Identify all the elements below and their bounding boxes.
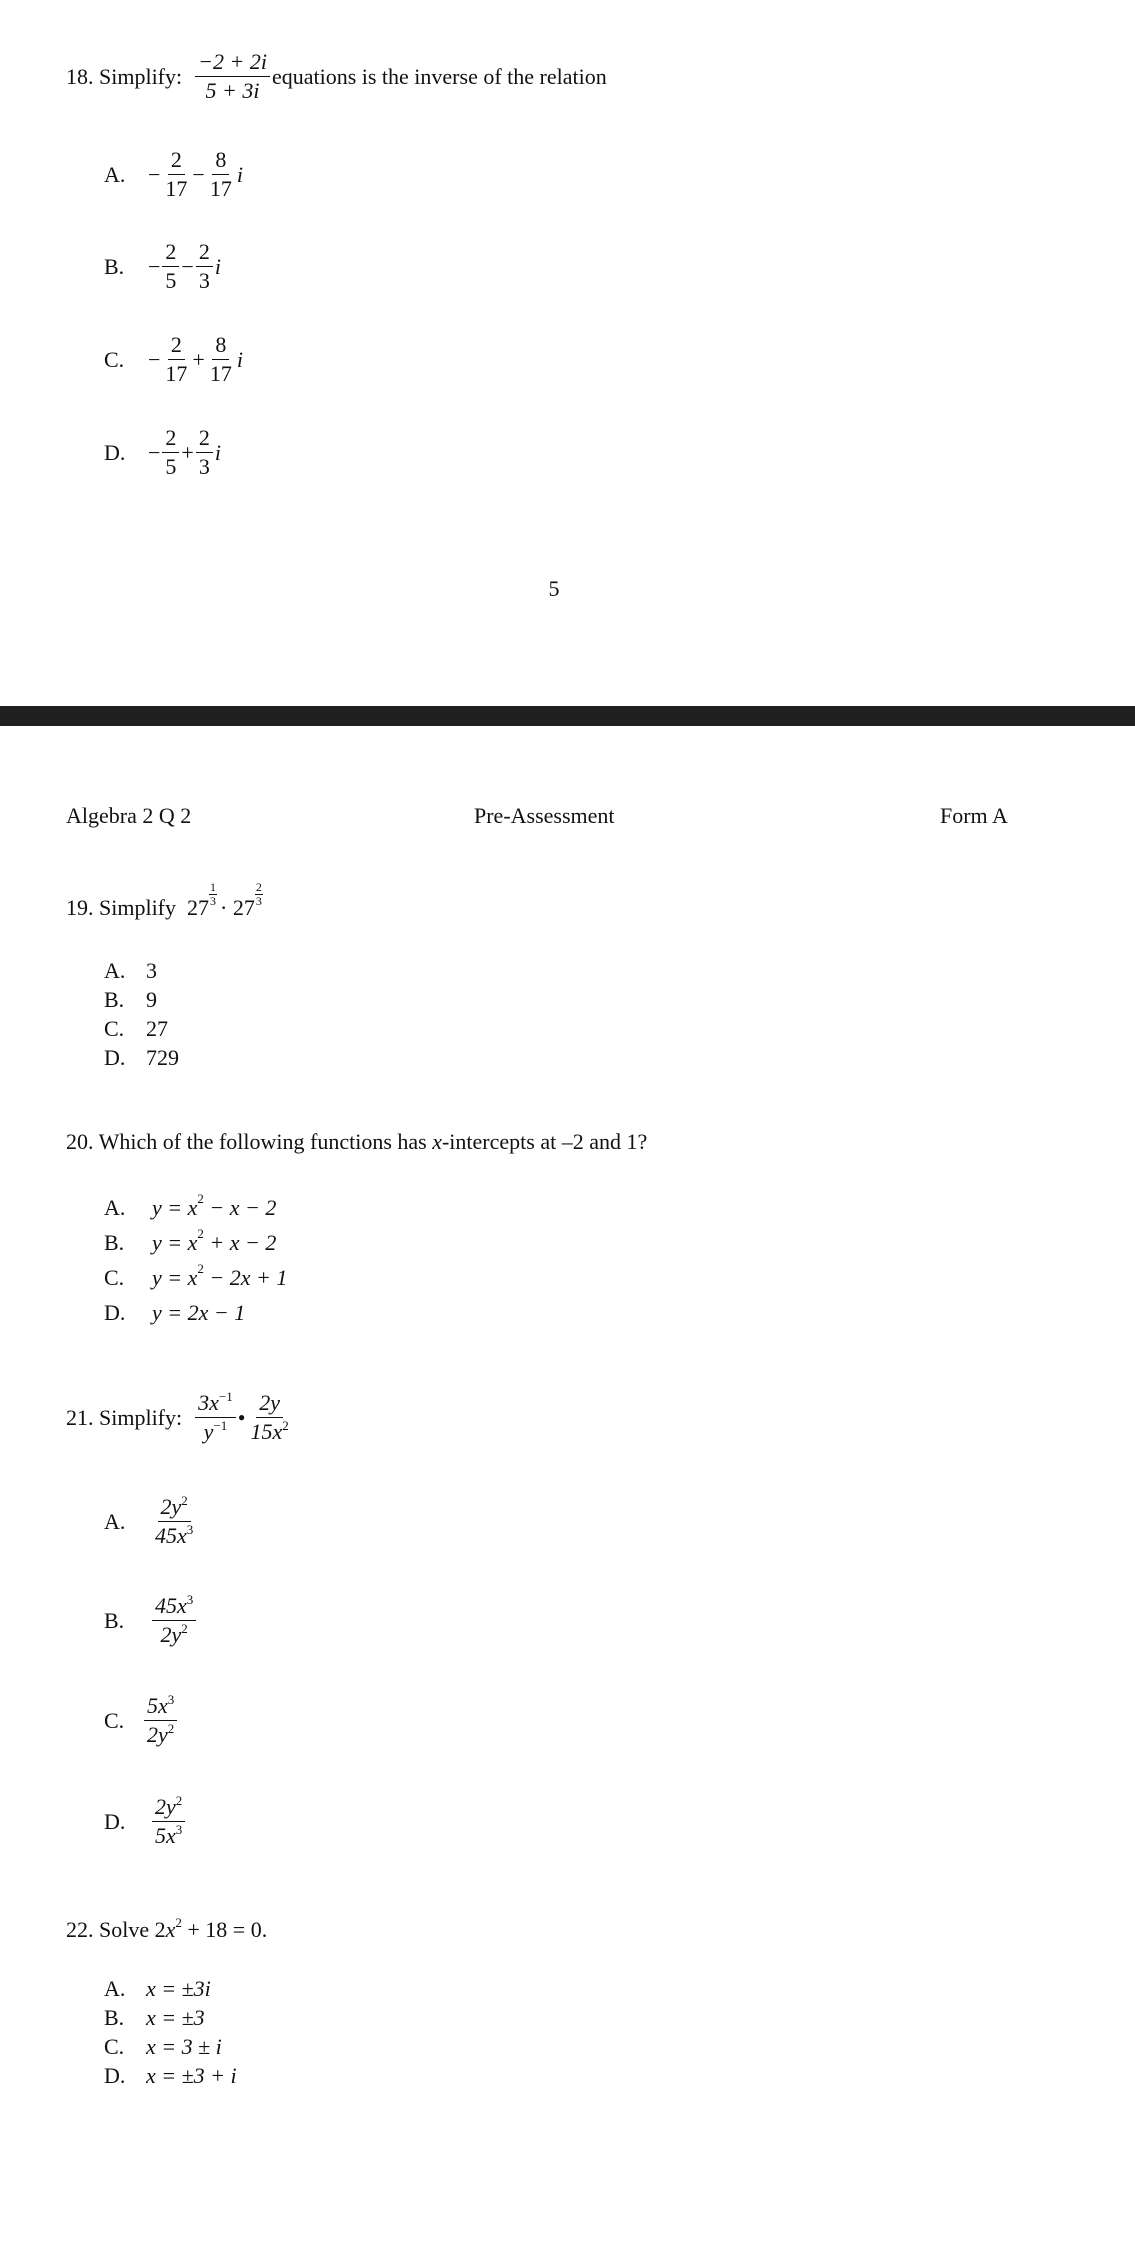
choice-letter: A. — [104, 1976, 126, 2001]
choice-20c[interactable] — [104, 1260, 287, 1295]
question-trail: equations is the inverse of the relation — [271, 63, 607, 89]
page-number: 5 — [548, 576, 560, 601]
multiply-dot: · — [220, 895, 228, 921]
numerator: 2 — [168, 333, 185, 360]
choice-letter: D. — [104, 439, 126, 465]
choice-19c[interactable] — [104, 1014, 179, 1043]
denominator — [201, 1418, 231, 1444]
choice-letter: C. — [104, 1707, 125, 1733]
choice-19a[interactable] — [104, 956, 179, 985]
fraction — [162, 240, 179, 293]
imaginary-unit: i — [236, 346, 243, 372]
choice-21a[interactable] — [104, 1495, 198, 1548]
denominator — [152, 1522, 196, 1548]
question-19-stem — [66, 880, 266, 921]
choice-text: x = 3 ± i — [146, 2034, 222, 2059]
question-22-stem — [66, 1917, 267, 1943]
choice-text: 9 — [146, 987, 157, 1012]
question-20-stem — [66, 1129, 647, 1155]
question-lead: Solve 2 — [99, 1917, 166, 1942]
exponent: 2 — [175, 1915, 182, 1930]
page-separator — [0, 706, 1135, 726]
choice-19b[interactable] — [104, 985, 179, 1014]
denominator: 3 — [198, 454, 210, 480]
operator: − — [181, 253, 194, 279]
fraction — [162, 333, 190, 386]
exponent: 2 — [167, 1721, 175, 1737]
numerator-base: 5x — [147, 1693, 168, 1718]
choice-rhs: − 2x + 1 — [203, 1265, 288, 1290]
question-number: 18. — [66, 63, 94, 89]
choice-letter: B. — [104, 987, 125, 1012]
denominator-base: 5x — [155, 1823, 176, 1849]
choice-22c[interactable] — [104, 2032, 237, 2061]
choice-letter: C. — [104, 1016, 125, 1041]
sign: − — [148, 161, 161, 187]
sign: − — [148, 439, 161, 465]
choice-letter: B. — [104, 1230, 125, 1255]
choice-lhs: y = x — [152, 1230, 198, 1255]
choices-19 — [104, 956, 179, 1072]
variable: x — [165, 1917, 176, 1942]
choice-22a[interactable] — [104, 1974, 237, 2003]
fraction — [152, 1795, 185, 1848]
exponent: 3 — [167, 1692, 175, 1707]
choice-letter: D. — [104, 2063, 126, 2088]
choice-letter: D. — [104, 1300, 126, 1325]
choice-20b[interactable] — [104, 1225, 287, 1260]
choice-letter: C. — [104, 346, 125, 372]
choice-text: x = ±3 — [146, 2005, 205, 2030]
denominator-base: 45x — [155, 1523, 187, 1549]
choice-lhs: y = 2x − 1 — [152, 1300, 246, 1325]
choice-21b[interactable] — [104, 1594, 198, 1647]
numerator — [152, 1594, 196, 1621]
choice-letter: B. — [104, 2005, 125, 2030]
exponent: 3 — [186, 1592, 194, 1607]
choice-21c[interactable] — [104, 1694, 179, 1747]
choice-letter: B. — [104, 253, 125, 279]
fraction — [207, 148, 235, 201]
choice-text: 27 — [146, 1016, 168, 1041]
fraction — [195, 50, 270, 103]
exponent: 2 — [197, 1226, 204, 1241]
fraction — [162, 148, 190, 201]
denominator: 3 — [198, 268, 210, 294]
base: 27 — [232, 895, 255, 921]
exponent: 2 — [282, 1418, 289, 1434]
exponent-denominator: 3 — [210, 893, 217, 908]
choice-text: x = ±3 + i — [146, 2063, 237, 2088]
fraction — [247, 1391, 291, 1444]
header-course: Algebra 2 Q 2 — [66, 803, 192, 828]
base: 27 — [187, 895, 210, 921]
exponent: 2 — [181, 1621, 188, 1637]
numerator: 2 — [196, 240, 213, 267]
choice-22b[interactable] — [104, 2003, 237, 2032]
denominator-base: y — [203, 1419, 214, 1445]
numerator: 8 — [212, 333, 229, 360]
numerator — [195, 1391, 236, 1418]
denominator: 17 — [165, 361, 188, 387]
question-text: Which of the following functions has — [98, 1129, 427, 1154]
numerator: 8 — [212, 148, 229, 175]
operator: − — [192, 161, 205, 187]
choice-letter: D. — [104, 1045, 126, 1070]
choice-letter: B. — [104, 1607, 125, 1633]
header-assessment: Pre-Assessment — [474, 803, 615, 828]
choices-22 — [104, 1974, 237, 2090]
exponent-denominator: 3 — [255, 893, 262, 908]
question-number: 20. — [66, 1129, 94, 1154]
choice-letter: A. — [104, 161, 126, 187]
denominator: 17 — [209, 176, 232, 202]
sign: − — [148, 346, 161, 372]
exponent: 2 — [197, 1191, 204, 1206]
denominator-base: 15x — [250, 1419, 283, 1445]
question-number: 22. — [66, 1917, 94, 1942]
denominator-base: 2y — [160, 1622, 182, 1648]
sign: − — [148, 253, 161, 279]
choice-lhs: y = x — [152, 1265, 198, 1290]
fraction — [196, 426, 213, 479]
choice-18b[interactable] — [104, 240, 221, 293]
choice-18c[interactable] — [104, 333, 243, 386]
choice-lhs: y = x — [152, 1195, 198, 1220]
fraction — [195, 1391, 236, 1444]
question-18-stem — [66, 50, 607, 103]
operator: + — [181, 439, 194, 465]
exponent: 3 — [186, 1522, 194, 1538]
numerator — [144, 1694, 177, 1721]
imaginary-unit: i — [236, 161, 243, 187]
choice-19d[interactable] — [104, 1043, 179, 1072]
question-number: 21. — [66, 1404, 94, 1430]
numerator: 2 — [162, 426, 179, 453]
denominator — [158, 1621, 191, 1647]
fraction — [162, 426, 179, 479]
denominator — [247, 1418, 291, 1444]
fraction — [207, 333, 235, 386]
operator: + — [192, 346, 205, 372]
exponent: 2 — [181, 1493, 188, 1508]
fraction-numerator: −2 + 2i — [195, 50, 270, 77]
exponent: 2 — [197, 1261, 204, 1276]
fraction — [152, 1594, 196, 1647]
numerator-base: 2y — [160, 1494, 182, 1519]
imaginary-unit: i — [214, 439, 221, 465]
exponent: −1 — [218, 1389, 233, 1404]
exponent-numerator: 1 — [210, 880, 217, 894]
choice-letter: A. — [104, 958, 126, 983]
choice-20a[interactable] — [104, 1190, 287, 1225]
choice-letter: C. — [104, 1265, 125, 1290]
exponent: 3 — [175, 1822, 183, 1838]
choice-letter: C. — [104, 2034, 125, 2059]
choice-letter: A. — [104, 1508, 126, 1534]
choices-20 — [104, 1190, 287, 1330]
denominator: 17 — [209, 361, 232, 387]
imaginary-unit: i — [214, 253, 221, 279]
exponent: −1 — [213, 1418, 228, 1434]
fraction — [152, 1495, 196, 1548]
numerator: 2 — [196, 426, 213, 453]
choice-20d[interactable] — [104, 1295, 287, 1330]
choice-rhs: + x − 2 — [203, 1230, 277, 1255]
question-lead: Simplify: — [99, 1404, 183, 1430]
numerator: 2y — [256, 1391, 283, 1418]
numerator — [152, 1795, 185, 1822]
question-lead: Simplify: — [99, 63, 183, 89]
numerator: 2 — [162, 240, 179, 267]
header-form: Form A — [940, 803, 1008, 828]
equation-rest: + 18 = 0. — [181, 1917, 268, 1942]
numerator-base: 3x — [198, 1390, 219, 1415]
choice-rhs: − x − 2 — [203, 1195, 277, 1220]
choice-18a[interactable] — [104, 148, 243, 201]
choice-18d[interactable] — [104, 426, 221, 479]
fraction — [196, 240, 213, 293]
fraction-denominator: 5 + 3i — [205, 78, 260, 104]
choice-21d[interactable] — [104, 1795, 187, 1848]
denominator: 17 — [165, 176, 188, 202]
choice-letter: D. — [104, 1808, 126, 1834]
choice-text: x = ±3i — [146, 1976, 211, 2001]
numerator-base: 2y — [155, 1794, 176, 1819]
numerator: 2 — [168, 148, 185, 175]
numerator-base: 45x — [155, 1593, 187, 1618]
fraction — [144, 1694, 177, 1747]
denominator: 5 — [165, 454, 177, 480]
exponent-numerator: 2 — [255, 880, 262, 894]
choice-letter: A. — [104, 1195, 126, 1220]
question-lead: Simplify — [99, 895, 177, 921]
question-21-stem — [66, 1391, 294, 1444]
denominator — [152, 1822, 185, 1848]
choice-22d[interactable] — [104, 2061, 237, 2090]
question-number: 19. — [66, 895, 94, 921]
denominator: 5 — [165, 268, 177, 294]
exponent-fraction — [255, 881, 263, 907]
exponent-fraction — [209, 881, 217, 907]
numerator — [158, 1495, 191, 1522]
denominator-base: 2y — [147, 1722, 168, 1748]
multiply-dot: • — [237, 1404, 246, 1430]
choice-text: 3 — [146, 958, 157, 983]
question-text: -intercepts at –2 and 1? — [441, 1129, 648, 1154]
choice-text: 729 — [146, 1045, 179, 1070]
denominator — [144, 1721, 177, 1747]
variable: x — [432, 1129, 442, 1154]
exponent: 2 — [175, 1793, 183, 1808]
